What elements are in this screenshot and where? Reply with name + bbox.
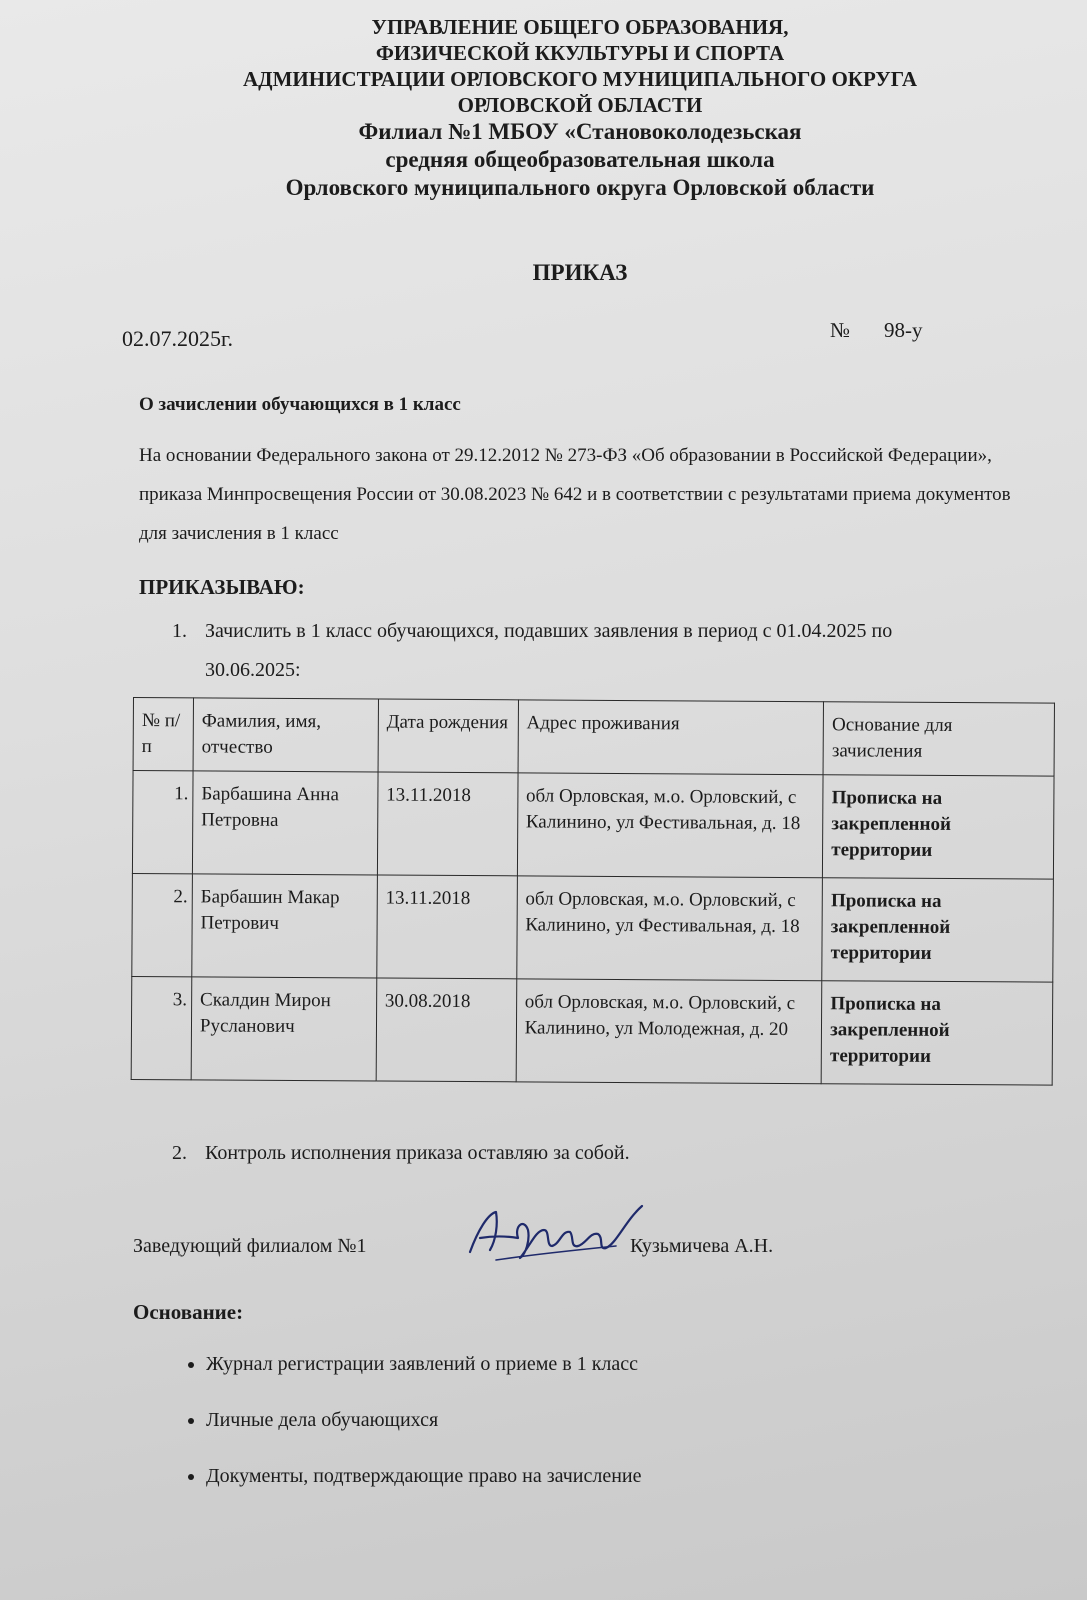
- foundation-label: Основание:: [133, 1300, 244, 1324]
- row-address: обл Орловская, м.о. Орловский, с Калинино, ул Фестивальная, д. 18: [516, 876, 822, 981]
- item-number: 2.: [172, 1142, 187, 1164]
- row-basis: Прописка на закрепленной территории: [822, 878, 1053, 982]
- item-text: Зачислить в 1 класс обучающихся, подавших заявления в период с 01.04.2025 по: [205, 620, 893, 642]
- number-label: №: [830, 318, 851, 342]
- signatory-role: Заведующий филиалом №1: [133, 1235, 367, 1257]
- document-subject: О зачислении обучающихся в 1 класс: [139, 394, 461, 415]
- row-name: Барбашин Макар Петрович: [192, 874, 377, 978]
- document-number: [830, 318, 923, 343]
- table-row: [132, 873, 1054, 982]
- list-item: • Документы, подтверждающие право на зачисление: [206, 1448, 642, 1504]
- header-line: АДМИНИСТРАЦИИ ОРЛОВСКОГО МУНИЦИПАЛЬНОГО ОКРУГА: [242, 67, 917, 91]
- students-table: [131, 697, 1055, 1086]
- header-line: УПРАВЛЕНИЕ ОБЩЕГО ОБРАЗОВАНИЯ,: [371, 15, 789, 39]
- list-item: • Личные дела обучающихся: [206, 1392, 642, 1448]
- header-cell-name: Фамилия, имя, отчество: [193, 698, 378, 772]
- order-item-1: [172, 612, 1052, 690]
- order-heading: ПРИКАЗЫВАЮ:: [139, 575, 305, 599]
- row-name: Скалдин Мирон Русланович: [191, 977, 376, 1081]
- legal-basis-text: На основании Федерального закона от 29.12.2012 № 273-ФЗ «Об образовании в Российской Федерации», приказа Минпросвещения России от 30.08.2023 № 642 и в соответствии с результатами приема документов для зачисления в 1 класс: [139, 445, 1011, 544]
- header-line: ОРЛОВСКОЙ ОБЛАСТИ: [457, 93, 703, 117]
- header-cell-address: Адрес проживания: [518, 700, 824, 775]
- item-text-continued: 30.06.2025:: [205, 659, 301, 681]
- list-item: • Журнал регистрации заявлений о приеме в 1 класс: [206, 1336, 642, 1392]
- row-dob: 13.11.2018: [377, 875, 518, 979]
- foundation-list: [150, 1336, 642, 1504]
- handwritten-signature-icon: [466, 1200, 646, 1270]
- signatory-name: Кузьмичева А.Н.: [630, 1235, 774, 1257]
- row-dob: 13.11.2018: [377, 772, 518, 876]
- number-value: 98-у: [884, 318, 923, 342]
- table-row: [132, 771, 1054, 880]
- row-address: обл Орловская, м.о. Орловский, с Калинино, ул Фестивальная, д. 18: [517, 773, 823, 878]
- row-number: 3.: [131, 976, 192, 1079]
- item-text: Контроль исполнения приказа оставляю за собой.: [205, 1142, 630, 1164]
- row-basis: Прописка на закрепленной территории: [821, 981, 1052, 1085]
- order-item-2: [172, 1142, 630, 1165]
- row-dob: 30.08.2018: [376, 978, 517, 1082]
- table-row: [131, 976, 1053, 1085]
- row-number: 2.: [132, 873, 193, 976]
- header-cell-number: № п/п: [133, 698, 193, 771]
- header-cell-basis: Основание для зачисления: [823, 702, 1054, 776]
- item-number: 1.: [172, 620, 187, 642]
- row-address: обл Орловская, м.о. Орловский, с Калинино, ул Молодежная, д. 20: [516, 979, 822, 1084]
- table-header-row: [133, 698, 1054, 777]
- row-name: Барбашина Анна Петровна: [192, 771, 377, 875]
- row-basis: Прописка на закрепленной территории: [823, 775, 1054, 879]
- row-number: 1.: [132, 771, 193, 874]
- header-line: ФИЗИЧЕСКОЙ ККУЛЬТУРЫ И СПОРТА: [375, 41, 785, 65]
- document-header: [150, 14, 1010, 202]
- document-title: ПРИКАЗ: [532, 260, 628, 285]
- org-line: Филиал №1 МБОУ «Становоколодезьская: [358, 119, 802, 144]
- header-cell-dob: Дата рождения: [378, 699, 518, 773]
- org-line: Орловского муниципального округа Орловской области: [285, 175, 875, 200]
- org-line: средняя общеобразовательная школа: [385, 147, 775, 172]
- document-date: 02.07.2025г.: [122, 326, 234, 351]
